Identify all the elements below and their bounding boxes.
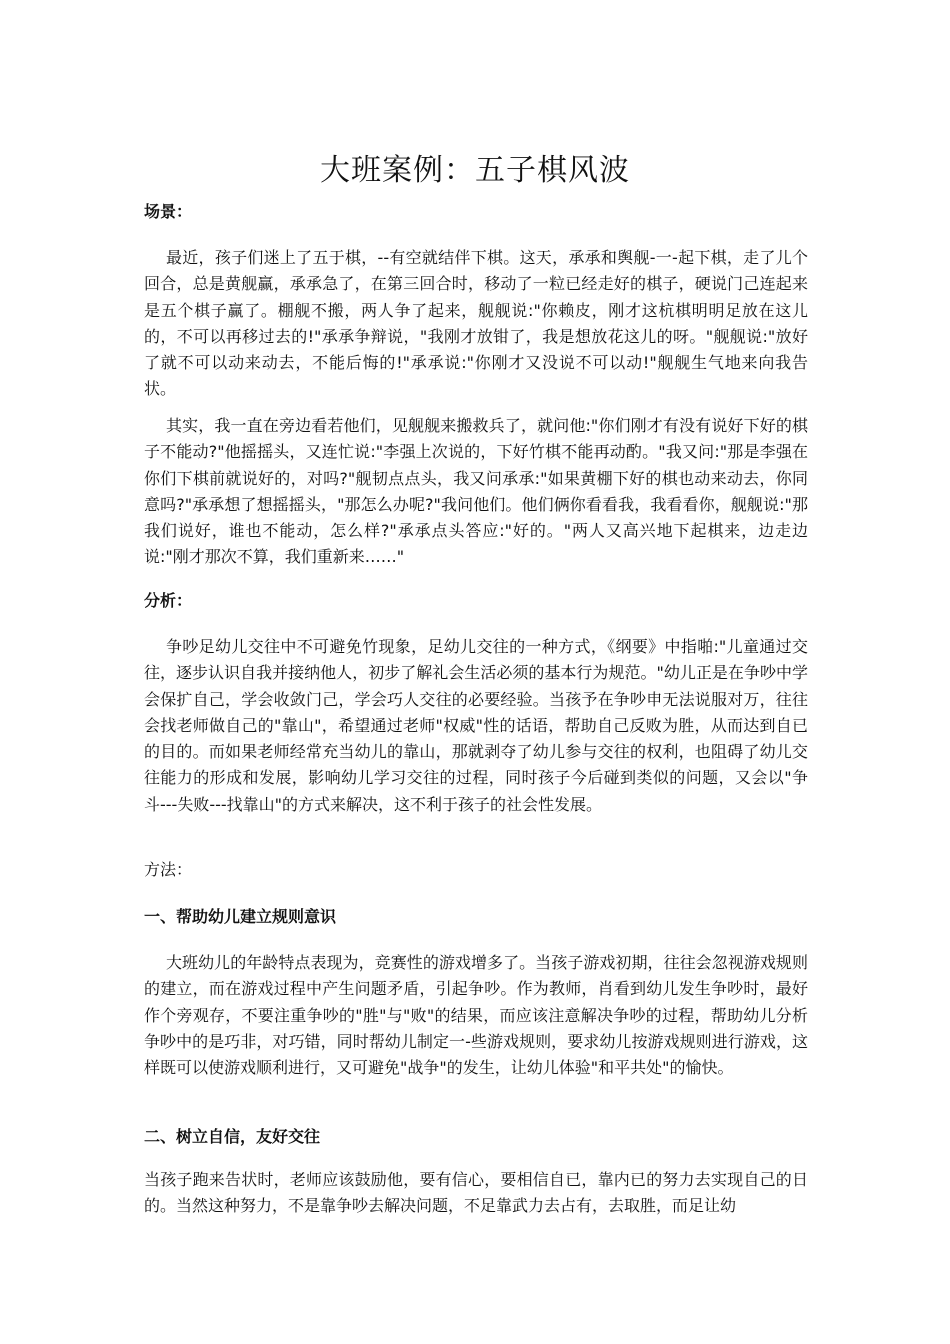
scene-paragraph-2: 其实，我一直在旁边看若他们，见舰舰来搬救兵了，就问他:"你们刚才有没有说好下好的棋子不能动?"他摇摇头，又连忙说:"李强上次说的，下好竹棋不能再动酌。"我又问:"那是李强在你们下棋前就说好的，对吗?"舰韧点点头，我又问承承:"如果黄棚下好的棋也动来动去，你同意吗?"承承想了想摇摇头，"那怎么办呢?"我问他们。他们俩你看看我，我看看你，舰舰说:"那我们说好，谁也不能动，怎么样?"承承点头答应:"好的。"两人又高兴地下起棋来，边走边说:"刚才那次不算，我们重新来……"	[144, 416, 808, 567]
method-heading: 方法：	[144, 860, 193, 879]
scene-heading: 场景：	[144, 202, 193, 221]
section-one-paragraph: 大班幼儿的年龄特点表现为，竞赛性的游戏增多了。当孩子游戏初期，往往会忽视游戏规则的建立，而在游戏过程中产生问题矛盾，引起争吵。作为教师，肖看到幼儿发生争吵时，最好作个旁观存，不要注重争吵的"胜"与"败"的结果，而应该注意解决争吵的过程，帮助幼儿分析争吵中的是巧非，对巧错，同时帮幼儿制定一-些游戏规则，要求幼儿按游戏规则进行游戏，这样既可以使游戏顺利进行，又可避免"战争"的发生，让幼儿体验"和平共处"的愉快。	[144, 953, 808, 1078]
scene-paragraph-1: 最近，孩子们迷上了五于棋，--有空就结伴下棋。这天，承承和舆舰-一-起下棋，走了儿个回合，总是黄舰赢，承承急了，在第三回合时，移动了一粒已经走好的棋子，硬说门己连起来是五个棋子赢了。棚舰不搬，两人争了起来，舰舰说:"你赖皮，刚才这杭棋明明足放在这儿的，不可以再移过去的!"承承争辩说，"我刚才放钳了，我是想放花这儿的呀。"舰舰说:"放好了就不可以动来动去，不能后悔的!"承承说:"你刚才又没说不可以动!"舰舰生气地来向我告状。	[144, 248, 808, 399]
section-two-heading: 二、树立自信，友好交往	[144, 1127, 321, 1146]
document-title: 大班案例：五子棋风波	[320, 153, 630, 189]
section-one-heading: 一、帮助幼儿建立规则意识	[144, 907, 337, 926]
analysis-heading: 分析：	[144, 591, 193, 610]
analysis-paragraph: 争吵足幼儿交往中不可避免竹现象，足幼儿交往的一种方式，《纲要》中指啪:"儿童通过交往，逐步认识自我并接纳他人，初步了解礼会生活必须的基本行为规范。"幼儿正是在争吵中学会保扩自己，学会收敛门己，学会巧人交往的必要经验。当孩予在争吵申无法说服对万，往往会找老师做自己的"靠山"，希望通过老师"权威"性的话语，帮助自己反败为胜，从而达到自已的目的。而如果老师经常充当幼儿的靠山，那就剥夺了幼儿参与交往的权利，也阻碍了幼儿交往能力的形成和发展，影响幼儿学习交往的过程，同时孩子今后碰到类似的问题，又会以"争斗---失败---找靠山"的方式来解决，这不利于孩子的社会性发展。	[144, 637, 808, 814]
section-two-paragraph: 当孩子跑来告状时，老师应该鼓励他，要有信心，要相信自已，靠内已的努力去实现自己的日的。当然这种努力，不是靠争吵去解决问题，不足靠武力去占有，去取胜，而足让幼	[144, 1170, 808, 1216]
